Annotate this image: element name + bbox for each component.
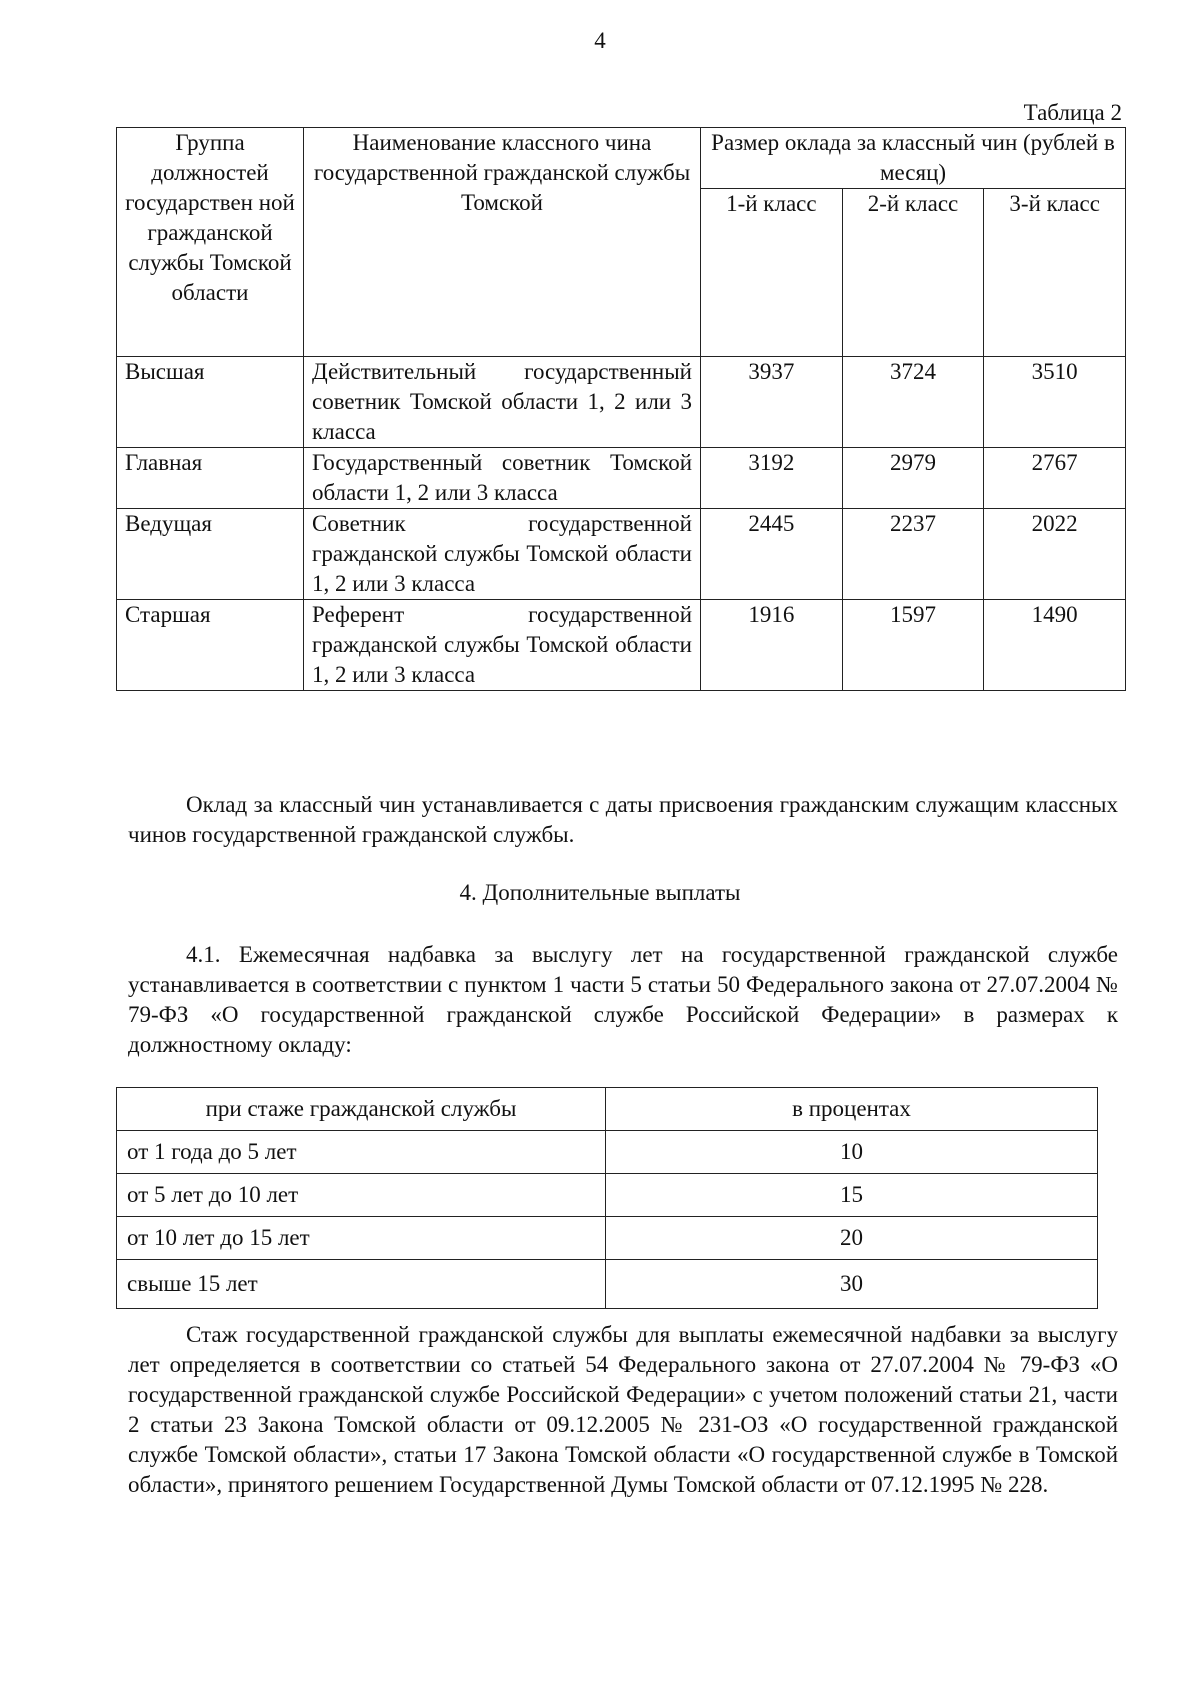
paragraph-seniority-bonus [128, 940, 1118, 1060]
cell-percent: 10 [606, 1131, 1098, 1174]
paragraph-class-rank [128, 790, 1118, 850]
salary-table [116, 127, 1126, 691]
cell-class1: 3192 [701, 448, 843, 509]
table-row [117, 1260, 1098, 1309]
table-header-row [117, 128, 1126, 189]
cell-name: Референт государственной гражданской службы Томской области 1, 2 или 3 класса [304, 600, 701, 691]
cell-class3: 1490 [984, 600, 1126, 691]
paragraph-seniority-calculation [128, 1320, 1118, 1500]
table-row [117, 448, 1126, 509]
header-experience: при стаже гражданской службы [117, 1088, 606, 1131]
table-header-row [117, 1088, 1098, 1131]
cell-name: Действительный государственный советник Томской области 1, 2 или 3 класса [304, 357, 701, 448]
cell-group: Старшая [117, 600, 304, 691]
cell-experience: от 5 лет до 10 лет [117, 1174, 606, 1217]
cell-experience: от 10 лет до 15 лет [117, 1217, 606, 1260]
cell-class2: 3724 [842, 357, 984, 448]
section-heading: 4. Дополнительные выплаты [459, 880, 741, 905]
table-row [117, 600, 1126, 691]
cell-class3: 2767 [984, 448, 1126, 509]
cell-class3: 2022 [984, 509, 1126, 600]
cell-name: Государственный советник Томской области 1, 2 или 3 класса [304, 448, 701, 509]
cell-class2: 2979 [842, 448, 984, 509]
paragraph-text: 4.1. Ежемесячная надбавка за выслугу лет на государственной гражданской службе устанавливается в соответствии с пунктом 1 части 5 статьи 50 Федерального закона от 27.07.2004 № 79-ФЗ «О государственной гражданской службе Российской Федерации» в размерах к должностному окладу: [128, 942, 1118, 1057]
cell-percent: 30 [606, 1260, 1098, 1309]
header-class1: 1-й класс [701, 189, 843, 357]
cell-experience: свыше 15 лет [117, 1260, 606, 1309]
cell-class1: 1916 [701, 600, 843, 691]
cell-class3: 3510 [984, 357, 1126, 448]
seniority-table [116, 1087, 1098, 1309]
header-name: Наименование классного чина государственной гражданской службы Томской [304, 128, 701, 357]
paragraph-text: Оклад за классный чин устанавливается с даты присвоения гражданским служащим классных чинов государственной гражданской службы. [128, 792, 1118, 847]
table-row [117, 357, 1126, 448]
paragraph-text: Стаж государственной гражданской службы для выплаты ежемесячной надбавки за выслугу лет определяется в соответствии со статьей 54 Федерального закона от 27.07.2004 № 79-ФЗ «О государственной гражданской службе Российской Федерации» с учетом положений статьи 21, части 2 статьи 23 Закона Томской области от 09.12.2005 № 231-ОЗ «О государственной гражданской службе Томской области», статьи 17 Закона Томской области «О государственной службе в Томской области», принятого решением Государственной Думы Томской области от 07.12.1995 № 228. [128, 1322, 1118, 1497]
cell-group: Ведущая [117, 509, 304, 600]
header-percent: в процентах [606, 1088, 1098, 1131]
header-group: Группа должностей государствен ной гражданской службы Томской области [117, 128, 304, 357]
cell-group: Главная [117, 448, 304, 509]
table-row [117, 509, 1126, 600]
cell-class2: 1597 [842, 600, 984, 691]
table-row [117, 1174, 1098, 1217]
header-class3: 3-й класс [984, 189, 1126, 357]
table-caption: Таблица 2 [1023, 100, 1122, 125]
cell-name: Советник государственной гражданской службы Томской области 1, 2 или 3 класса [304, 509, 701, 600]
cell-experience: от 1 года до 5 лет [117, 1131, 606, 1174]
table-row [117, 1217, 1098, 1260]
page-number: 4 [594, 28, 606, 53]
header-salary: Размер оклада за классный чин (рублей в месяц) [701, 128, 1126, 189]
cell-group: Высшая [117, 357, 304, 448]
cell-percent: 15 [606, 1174, 1098, 1217]
cell-class1: 3937 [701, 357, 843, 448]
header-class2: 2-й класс [842, 189, 984, 357]
cell-class2: 2237 [842, 509, 984, 600]
cell-class1: 2445 [701, 509, 843, 600]
table-row [117, 1131, 1098, 1174]
cell-percent: 20 [606, 1217, 1098, 1260]
